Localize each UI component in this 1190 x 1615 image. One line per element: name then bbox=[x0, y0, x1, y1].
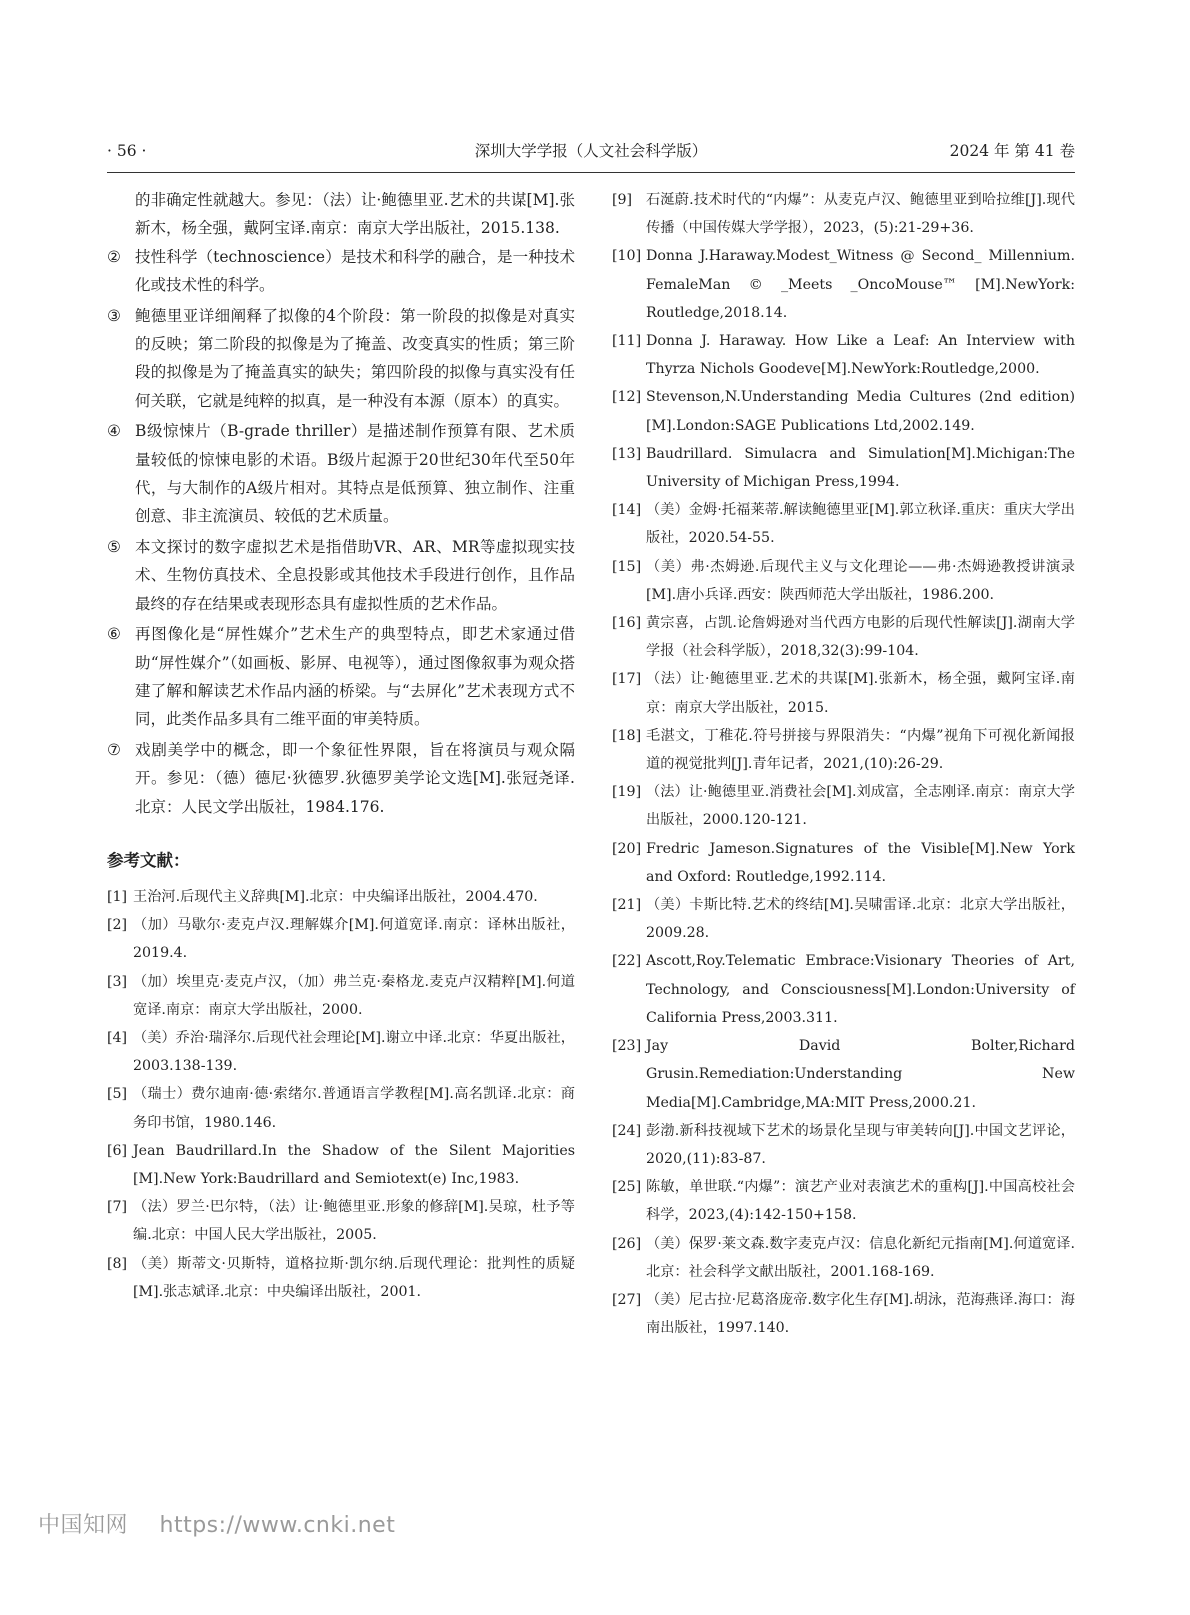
reference-number: [26] bbox=[612, 1235, 642, 1252]
reference-number: [5] bbox=[107, 1086, 128, 1103]
reference-text: Jay David Bolter,Richard Grusin.Remediation:Understanding New Media[M].Cambridge,MA:MIT Press,2000.21. bbox=[646, 1038, 1075, 1111]
footnote-mark: ⑥ bbox=[107, 625, 121, 644]
reference-number: [18] bbox=[612, 727, 642, 744]
reference-text: Stevenson,N.Understanding Media Cultures (2nd edition) [M].London:SAGE Publications Ltd,2002.149. bbox=[646, 389, 1075, 434]
reference-text: （瑞士）费尔迪南·德·索绪尔.普通语言学教程[M].高名凯译.北京：商务印书馆，1980.146. bbox=[133, 1086, 575, 1131]
reference-item bbox=[612, 778, 1075, 834]
footnote-text: B级惊悚片（B-grade thriller）是描述制作预算有限、艺术质量较低的惊悚电影的术语。B级片起源于20世纪30年代至50年代，与大制作的A级片相对。其特点是低预算、独立制作、注重创意、非主流演员、较低的艺术质量。 bbox=[135, 422, 575, 526]
left-column bbox=[107, 186, 575, 1306]
reference-item bbox=[612, 1117, 1075, 1173]
reference-item bbox=[612, 891, 1075, 947]
reference-text: 彭渤.新科技视域下艺术的场景化呈现与审美转向[J].中国文艺评论，2020,(11):83-87. bbox=[646, 1122, 1075, 1167]
reference-text: 黄宗喜，占凯.论詹姆逊对当代西方电影的后现代性解读[J].湖南大学学报（社会科学版），2018,32(3):99-104. bbox=[646, 615, 1075, 660]
references-title: 参考文献： bbox=[107, 850, 190, 870]
reference-number: [20] bbox=[612, 840, 642, 857]
note-continuation: 的非确定性就越大。参见：（法）让·鲍德里亚.艺术的共谋[M].张新木，杨全强，戴阿宝译.南京：南京大学出版社，2015.138. bbox=[135, 191, 575, 238]
footnote-mark: ⑦ bbox=[107, 740, 121, 759]
reference-item bbox=[612, 440, 1075, 496]
reference-item bbox=[612, 1173, 1075, 1229]
reference-text: （法）让·鲍德里亚.消费社会[M].刘成富，全志刚译.南京：南京大学出版社，2000.120-121. bbox=[646, 784, 1075, 829]
reference-number: [14] bbox=[612, 502, 642, 519]
footnote-item bbox=[107, 736, 575, 821]
reference-item bbox=[107, 1080, 575, 1136]
reference-number: [13] bbox=[612, 445, 642, 462]
reference-item bbox=[612, 1230, 1075, 1286]
reference-text: Jean Baudrillard.In the Shadow of the Silent Majorities [M].New York:Baudrillard and Semiotext(e) Inc,1983. bbox=[133, 1142, 575, 1187]
footnote-text: 鲍德里亚详细阐释了拟像的4个阶段：第一阶段的拟像是对真实的反映；第二阶段的拟像是为了掩盖、改变真实的性质；第三阶段的拟像是为了掩盖真实的缺失；第四阶段的拟像与真实没有任何关联，它就是纯粹的拟真，是一种没有本源（原本）的真实。 bbox=[135, 306, 575, 410]
reference-number: [27] bbox=[612, 1291, 642, 1308]
reference-item bbox=[107, 1193, 575, 1249]
reference-text: （法）罗兰·巴尔特，（法）让·鲍德里亚.形象的修辞[M].吴琼，杜予等编.北京：中国人民大学出版社，2005. bbox=[133, 1199, 575, 1244]
reference-item bbox=[612, 496, 1075, 552]
journal-title: 深圳大学学报（人文社会科学版） bbox=[474, 142, 708, 160]
reference-text: Donna J. Haraway. How Like a Leaf: An Interview with Thyrza Nichols Goodeve[M].NewYork:Routledge,2000. bbox=[646, 333, 1075, 378]
reference-number: [3] bbox=[107, 973, 128, 990]
reference-text: （美）保罗·莱文森.数字麦克卢汉：信息化新纪元指南[M].何道宽译.北京：社会科学文献出版社，2001.168-169. bbox=[646, 1235, 1075, 1280]
reference-text: （美）卡斯比特.艺术的终结[M].吴啸雷译.北京：北京大学出版社，2009.28. bbox=[646, 897, 1075, 942]
reference-text: 王治河.后现代主义辞典[M].北京：中央编译出版社，2004.470. bbox=[133, 888, 538, 905]
reference-number: [24] bbox=[612, 1122, 642, 1139]
reference-item bbox=[612, 1286, 1075, 1342]
footnote-item bbox=[107, 243, 575, 300]
footnote-mark: ⑤ bbox=[107, 537, 121, 556]
reference-item bbox=[107, 883, 575, 911]
right-column bbox=[612, 186, 1075, 1342]
footnote-item bbox=[107, 533, 575, 618]
footnote-text: 戏剧美学中的概念，即一个象征性界限，旨在将演员与观众隔开。参见：（德）德尼·狄德罗.狄德罗美学论文选[M].张冠尧译.北京：人民文学出版社，1984.176. bbox=[135, 740, 575, 816]
reference-text: （美）金姆·托福莱蒂.解读鲍德里亚[M].郭立秋译.重庆：重庆大学出版社，2020.54-55. bbox=[646, 502, 1075, 547]
footnote-mark: ④ bbox=[107, 422, 121, 441]
reference-text: （美）尼古拉·尼葛洛庞帝.数字化生存[M].胡泳，范海燕译.海口：海南出版社，1997.140. bbox=[646, 1291, 1075, 1337]
reference-item bbox=[612, 327, 1075, 383]
reference-number: [19] bbox=[612, 784, 642, 801]
notes-list bbox=[107, 243, 575, 821]
footnote-text: 本文探讨的数字虚拟艺术是指借助VR、AR、MR等虚拟现实技术、生物仿真技术、全息投影或其他技术手段进行创作，且作品最终的存在结果或表现形态具有虚拟性质的艺术作品。 bbox=[135, 537, 575, 613]
page-number: · 56 · bbox=[107, 142, 147, 160]
reference-text: （加）马歇尔·麦克卢汉.理解媒介[M].何道宽译.南京：译林出版社，2019.4. bbox=[133, 917, 575, 962]
reference-text: 毛湛文，丁稚花.符号拼接与界限消失：“内爆”视角下可视化新闻报道的视觉批判[J].青年记者，2021,(10):26-29. bbox=[646, 727, 1075, 773]
reference-item bbox=[612, 383, 1075, 439]
reference-number: [22] bbox=[612, 953, 642, 970]
reference-number: [8] bbox=[107, 1255, 128, 1272]
footnote-text: 技性科学（technoscience）是技术和科学的融合，是一种技术化或技术性的科学。 bbox=[135, 247, 575, 295]
reference-item bbox=[107, 1024, 575, 1080]
reference-text: Baudrillard. Simulacra and Simulation[M].Michigan:The University of Michigan Press,1994. bbox=[646, 445, 1075, 491]
reference-text: （美）斯蒂文·贝斯特，道格拉斯·凯尔纳.后现代理论：批判性的质疑[M].张志斌译.北京：中央编译出版社，2001. bbox=[133, 1255, 575, 1300]
footnote-mark: ② bbox=[107, 247, 121, 266]
reference-number: [9] bbox=[612, 192, 633, 208]
reference-item bbox=[612, 1032, 1075, 1117]
reference-number: [15] bbox=[612, 558, 642, 575]
reference-number: [21] bbox=[612, 897, 642, 914]
reference-item bbox=[107, 1137, 575, 1193]
reference-item bbox=[612, 665, 1075, 721]
reference-number: [1] bbox=[107, 888, 128, 905]
reference-text: （美）弗·杰姆逊.后现代主义与文化理论——弗·杰姆逊教授讲演录[M].唐小兵译.西安：陕西师范大学出版社，1986.200. bbox=[646, 558, 1075, 603]
cnki-watermark bbox=[38, 1508, 395, 1539]
reference-number: [2] bbox=[107, 917, 128, 934]
reference-item bbox=[612, 242, 1075, 327]
reference-number: [10] bbox=[612, 248, 642, 265]
references-list-right bbox=[612, 186, 1075, 1342]
reference-item bbox=[612, 835, 1075, 891]
reference-text: Fredric Jameson.Signatures of the Visible[M].New York and Oxford: Routledge,1992.114. bbox=[646, 840, 1075, 885]
reference-number: [17] bbox=[612, 671, 642, 688]
reference-number: [6] bbox=[107, 1142, 128, 1159]
watermark-url: https://www.cnki.net bbox=[159, 1513, 396, 1538]
watermark-cn: 中国知网 bbox=[38, 1513, 129, 1538]
reference-number: [12] bbox=[612, 389, 642, 406]
references-list-left bbox=[107, 883, 575, 1306]
footnote-item bbox=[107, 302, 575, 416]
reference-number: [7] bbox=[107, 1199, 128, 1216]
reference-item bbox=[107, 911, 575, 967]
reference-number: [11] bbox=[612, 333, 642, 350]
footnote-mark: ③ bbox=[107, 306, 121, 325]
reference-text: 陈敏，单世联.“内爆”：演艺产业对表演艺术的重构[J].中国高校社会科学，2023,(4):142-150+158. bbox=[646, 1179, 1075, 1224]
reference-text: Donna J.Haraway.Modest_Witness @ Second_ Millennium. FemaleMan © _Meets _OncoMouse™ [M].NewYork: Routledge,2018.14. bbox=[646, 248, 1075, 321]
reference-text: Ascott,Roy.Telematic Embrace:Visionary Theories of Art, Technology, and Consciousness[M].London:University of California Press,2003.311. bbox=[646, 953, 1075, 1026]
reference-text: 石涎蔚.技术时代的“内爆”：从麦克卢汉、鲍德里亚到哈拉维[J].现代传播（中国传媒大学学报），2023，(5):21-29+36. bbox=[646, 192, 1075, 237]
reference-item bbox=[612, 947, 1075, 1032]
footnote-item bbox=[107, 620, 575, 734]
reference-number: [25] bbox=[612, 1179, 642, 1196]
reference-item bbox=[107, 1250, 575, 1306]
reference-item bbox=[612, 553, 1075, 609]
reference-text: （美）乔治·瑞泽尔.后现代社会理论[M].谢立中译.北京：华夏出版社，2003.138-139. bbox=[133, 1029, 575, 1075]
footnote-text: 再图像化是“屏性媒介”艺术生产的典型特点，即艺术家通过借助“屏性媒介”（如画板、影屏、电视等），通过图像叙事为观众搭建了解和解读艺术作品内涵的桥梁。与“去屏化”艺术表现方式不同，此类作品多具有二维平面的审美特质。 bbox=[135, 625, 575, 729]
reference-item bbox=[612, 722, 1075, 778]
reference-item bbox=[107, 968, 575, 1024]
footnote-item bbox=[107, 417, 575, 531]
reference-text: （加）埃里克·麦克卢汉，（加）弗兰克·秦格龙.麦克卢汉精粹[M].何道宽译.南京：南京大学出版社，2000. bbox=[133, 973, 575, 1018]
reference-number: [4] bbox=[107, 1029, 128, 1046]
page-header bbox=[107, 138, 1075, 173]
reference-text: （法）让·鲍德里亚.艺术的共谋[M].张新木，杨全强，戴阿宝译.南京：南京大学出版社，2015. bbox=[646, 671, 1075, 716]
reference-item bbox=[612, 186, 1075, 242]
reference-number: [23] bbox=[612, 1038, 642, 1055]
reference-item bbox=[612, 609, 1075, 665]
volume-info: 2024 年 第 41 卷 bbox=[949, 142, 1075, 160]
reference-number: [16] bbox=[612, 615, 642, 632]
